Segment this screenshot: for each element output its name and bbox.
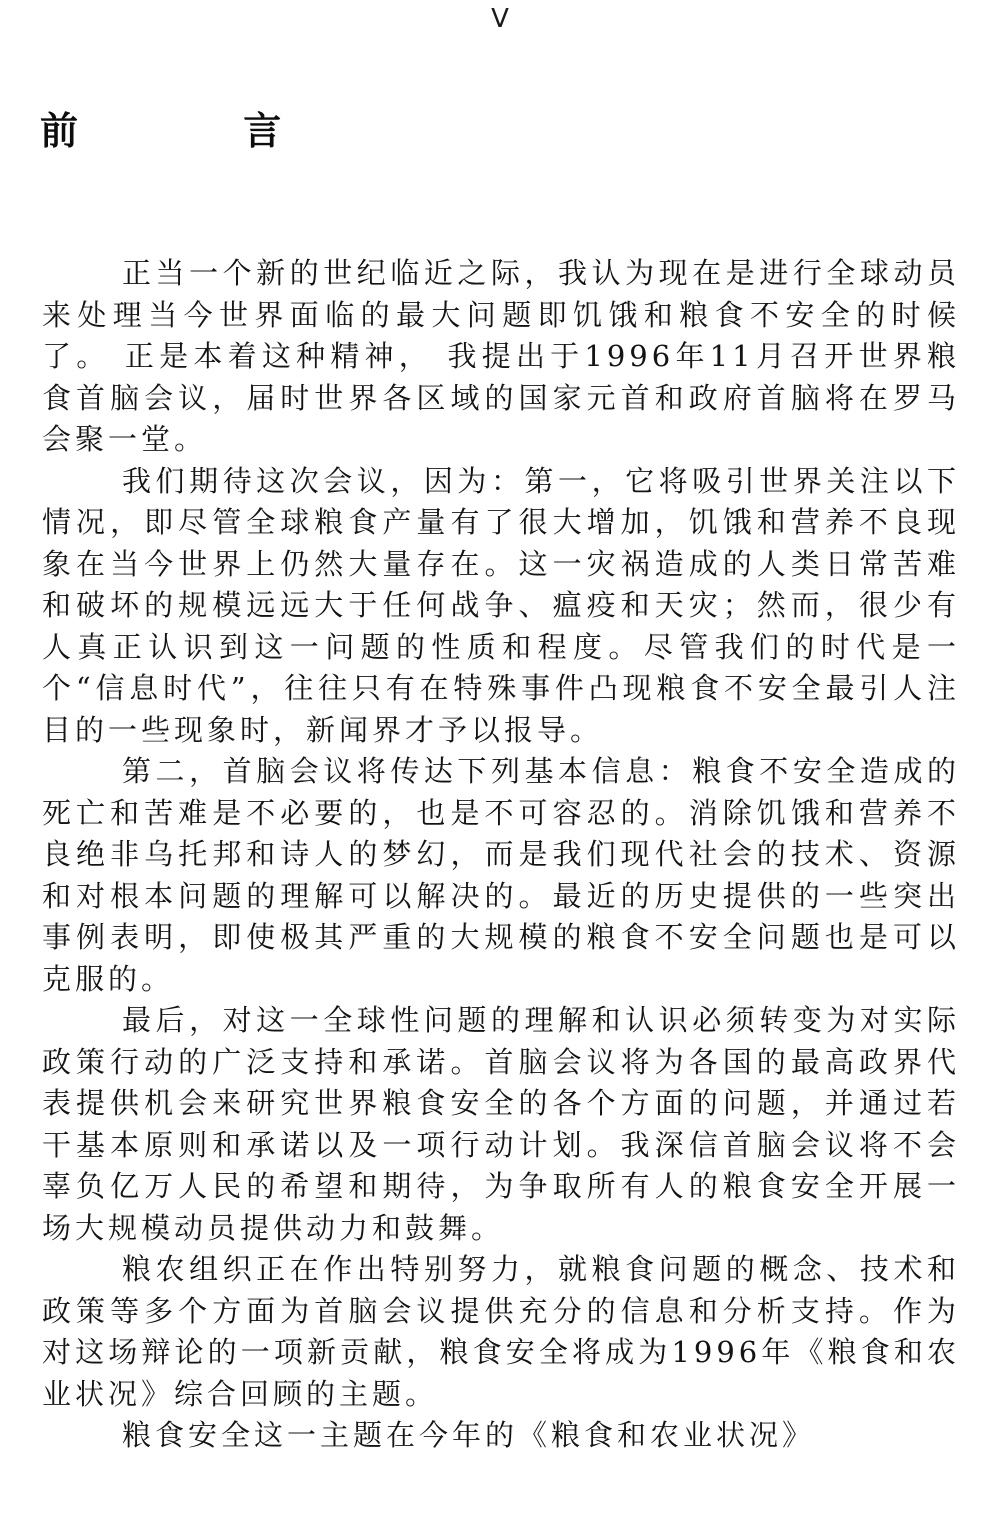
paragraph-1: 正当一个新的世纪临近之际，我认为现在是进行全球动员来处理当今世界面临的最大问题即饥饿和粮食不安全的时候了。 正是本着这种精神， 我提出于1996年11月召开世界粮食首脑会议，届时世界各区域的国家元首和政府首脑将在罗马会聚一堂。 bbox=[42, 256, 960, 456]
paragraph-4: 最后，对这一全球性问题的理解和认识必须转变为对实际政策行动的广泛支持和承诺。首脑会议将为各国的最高政界代表提供机会来研究世界粮食安全的各个方面的问题，并通过若干基本原则和承诺以及一项行动计划。我深信首脑会议将不会辜负亿万人民的希望和期待，为争取所有人的粮食安全开展一场大规模动员提供动力和鼓舞。 bbox=[42, 1003, 960, 1245]
page-title: 前 言 bbox=[40, 109, 358, 153]
paragraph-3: 第二，首脑会议将传达下列基本信息：粮食不安全造成的死亡和苦难是不必要的，也是不可容忍的。消除饥饿和营养不良绝非乌托邦和诗人的梦幻，而是我们现代社会的技术、资源和对根本问题的理解可以解决的。最近的历史提供的一些突出事例表明，即使极其严重的大规模的粮食不安全问题也是可以克服的。 bbox=[42, 754, 960, 996]
body-text bbox=[42, 253, 960, 1457]
paragraph-2: 我们期待这次会议，因为：第一，它将吸引世界关注以下情况，即尽管全球粮食产量有了很大增加，饥饿和营养不良现象在当今世界上仍然大量存在。这一灾祸造成的人类日常苦难和破坏的规模远远大于任何战争、瘟疫和天灾；然而，很少有人真正认识到这一问题的性质和程度。尽管我们的时代是一个“信息时代”，往往只有在特殊事件凸现粮食不安全最引人注目的一些现象时，新闻界才予以报导。 bbox=[42, 463, 960, 747]
page-number: V bbox=[491, 4, 509, 34]
paragraph-6: 粮食安全这一主题在今年的《粮食和农业状况》 bbox=[122, 1418, 816, 1452]
paragraph-5: 粮农组织正在作出特别努力，就粮食问题的概念、技术和政策等多个方面为首脑会议提供充分的信息和分析支持。作为对这场辩论的一项新贡献，粮食安全将成为1996年《粮食和农业状况》综合回顾的主题。 bbox=[42, 1252, 960, 1411]
